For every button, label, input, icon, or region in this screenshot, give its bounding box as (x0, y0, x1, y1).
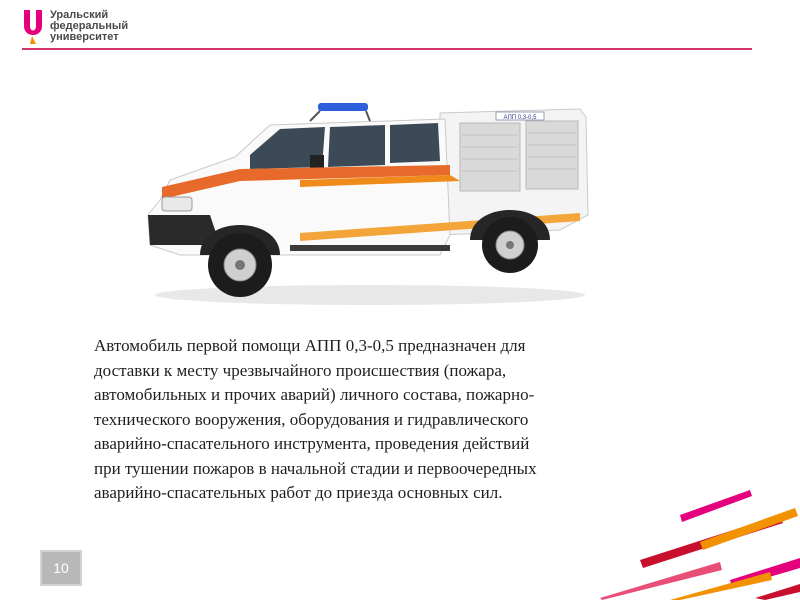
description-line: доставки к месту чрезвычайного происшествия (пожара, (94, 360, 507, 380)
ural-university-logo-icon (22, 8, 44, 44)
description-line: Автомобиль первой помощи АПП 0,3-0,5 предназначен для (94, 336, 526, 355)
description-line: аварийно-спасательного инструмента, проведения действий (94, 434, 530, 453)
logo-line-3: университет (50, 31, 119, 43)
logo-wordmark (50, 10, 128, 43)
fire-rescue-truck-image (140, 95, 600, 310)
logo-line-1: Уральский (50, 9, 109, 21)
description-line: аварийно-спасательных работ до приезда основных сил. (94, 483, 503, 502)
decorative-stripes (580, 470, 800, 600)
university-logo (22, 8, 142, 48)
vehicle-plate-label: АПП 0,3-0,5 (503, 115, 537, 121)
header-divider (22, 48, 752, 50)
description-line: технического вооружения, оборудования и гидравлического (94, 409, 529, 429)
description-line: автомобильных и прочих аварий) личного состава, пожарно- (94, 385, 535, 404)
description-line: при тушении пожаров в начальной стадии и первоочередных (94, 458, 537, 478)
logo-line-2: федеральный (50, 20, 129, 32)
slide-number: 10 (40, 550, 82, 586)
